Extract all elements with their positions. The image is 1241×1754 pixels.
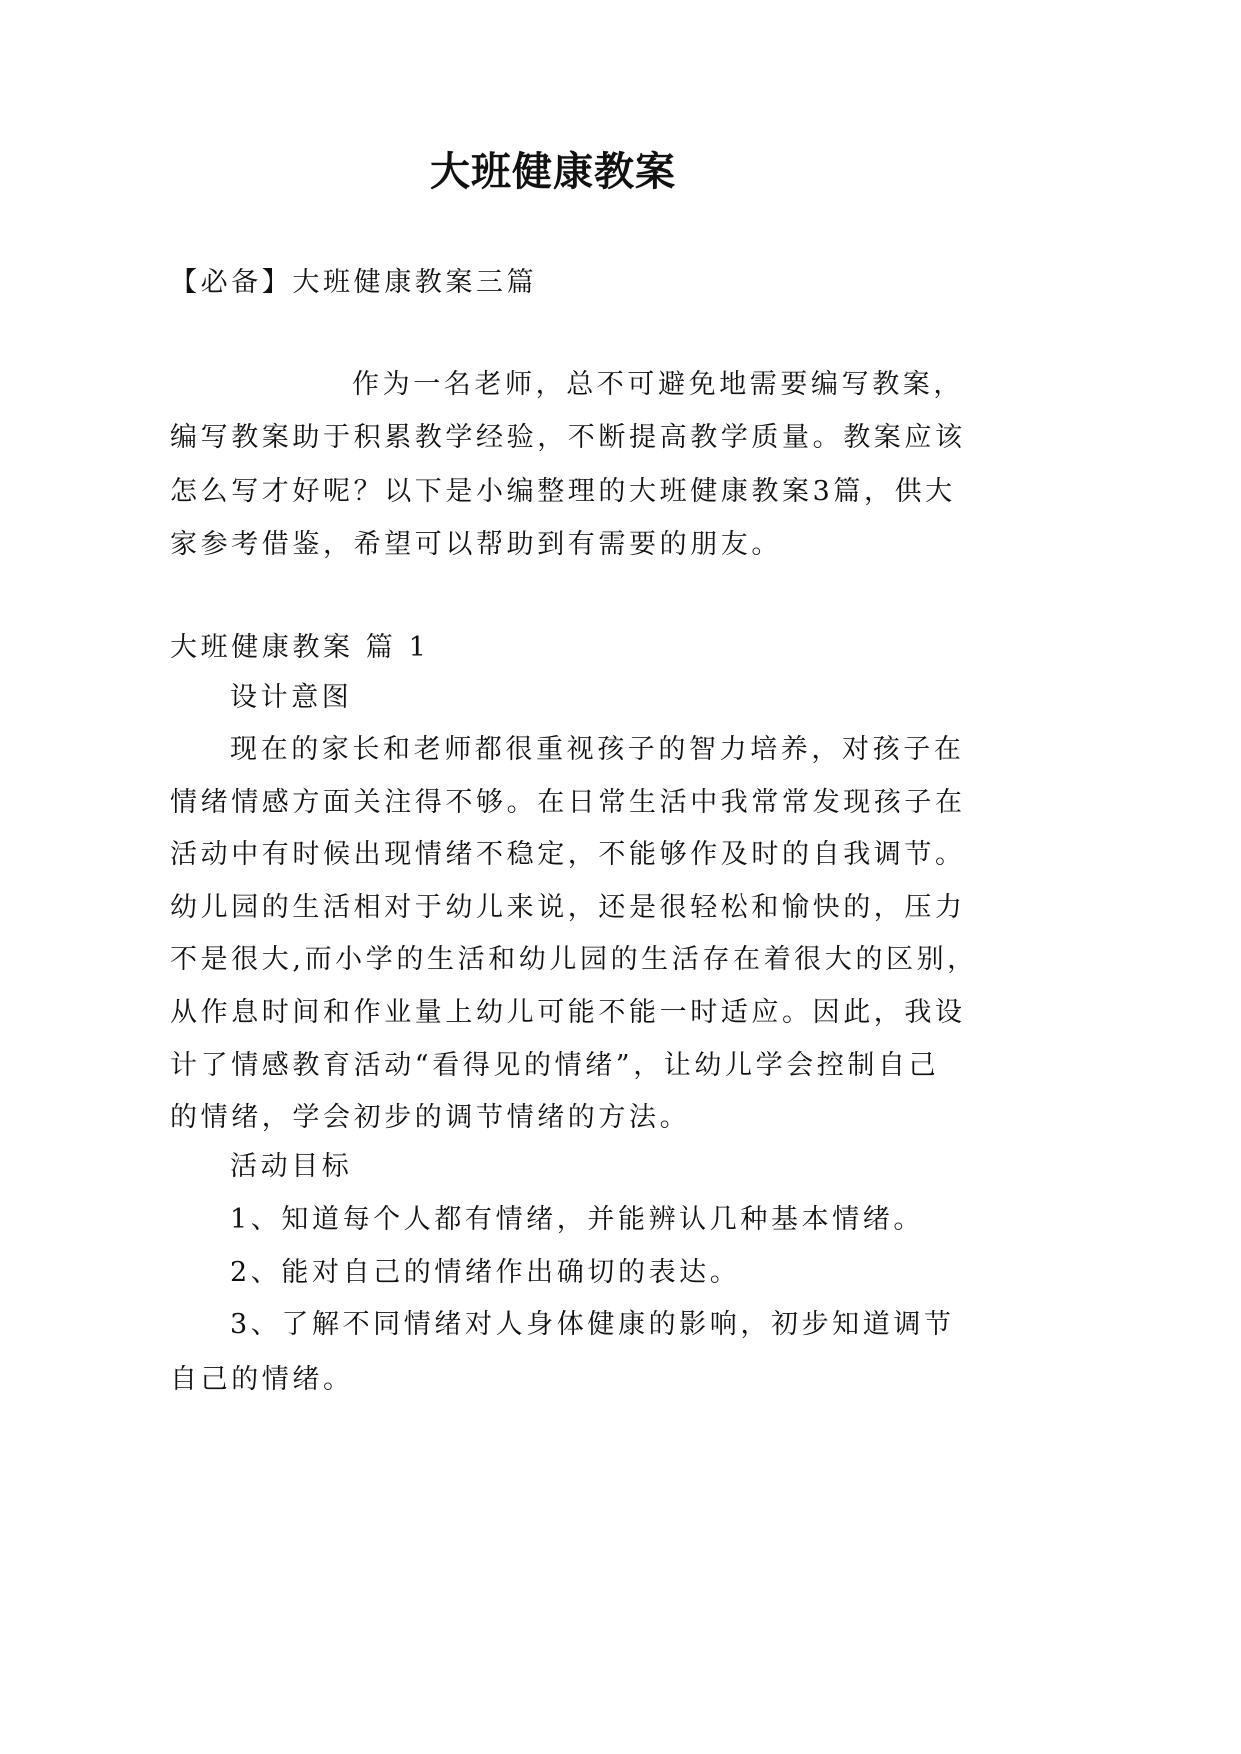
design-line: 情绪情感方面关注得不够。在日常生活中我常常发现孩子在: [170, 787, 966, 818]
subtitle: 【必备】大班健康教案三篇: [170, 267, 538, 298]
design-line: 活动中有时候出现情绪不稳定，不能够作及时的自我调节。: [170, 839, 966, 870]
document-title: 大班健康教案: [430, 148, 676, 195]
design-heading: 设计意图: [230, 682, 353, 713]
design-line: 现在的家长和老师都很重视孩子的智力培养，对孩子在: [230, 734, 965, 765]
design-line: 从作息时间和作业量上幼儿可能不能一时适应。因此，我设: [170, 997, 966, 1028]
goal-item: 3、了解不同情绪对人身体健康的影响，初步知道调节: [230, 1309, 955, 1340]
design-line: 的情绪，学会初步的调节情绪的方法。: [170, 1102, 691, 1133]
design-line: 幼儿园的生活相对于幼儿来说，还是很轻松和愉快的，压力: [170, 892, 966, 923]
section-heading: 大班健康教案 篇 1: [170, 632, 430, 663]
goal-item: 2、能对自己的情绪作出确切的表达。: [230, 1257, 741, 1288]
goals-heading: 活动目标: [230, 1151, 353, 1182]
intro-line: 编写教案助于积累教学经验，不断提高教学质量。教案应该: [170, 422, 966, 453]
design-line: 计了情感教育活动“看得见的情绪”，让幼儿学会控制自己: [170, 1050, 940, 1081]
goal-item: 自己的情绪。: [170, 1364, 354, 1395]
intro-line: 家参考借鉴，希望可以帮助到有需要的朋友。: [170, 529, 782, 560]
intro-line: 作为一名老师，总不可避免地需要编写教案，: [352, 369, 964, 400]
intro-line: 怎么写才好呢？以下是小编整理的大班健康教案3篇，供大: [170, 476, 956, 507]
design-line: 不是很大,而小学的生活和幼儿园的生活存在着很大的区别，: [170, 944, 978, 975]
goal-item: 1、知道每个人都有情绪，并能辨认几种基本情绪。: [230, 1204, 924, 1235]
